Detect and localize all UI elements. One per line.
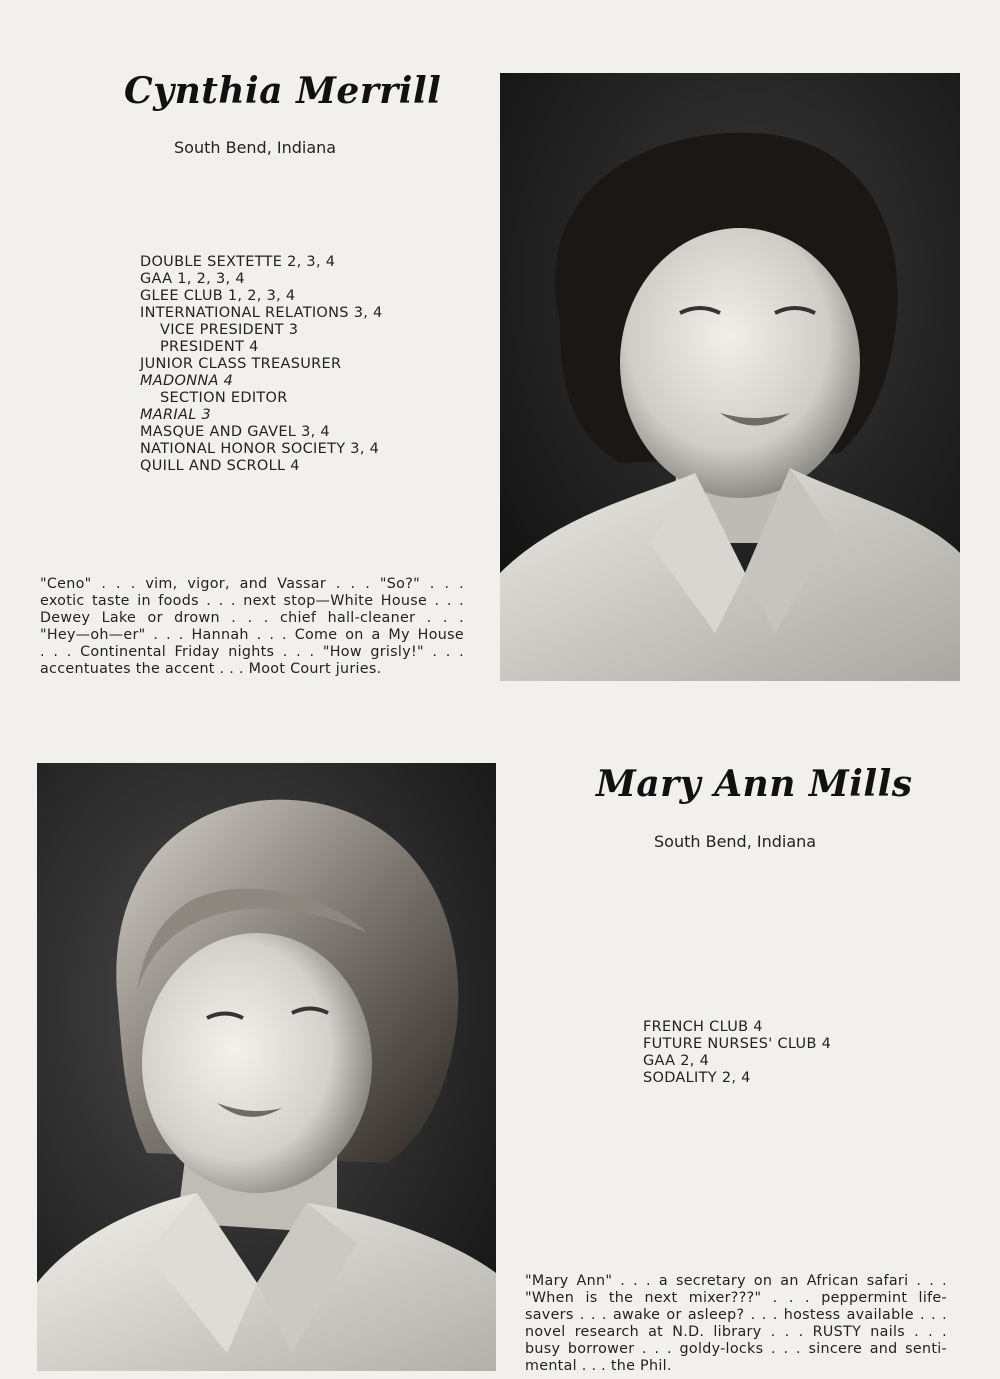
activity-item: MARIAL 3 [140,407,212,423]
student-name-2: Mary Ann Mills [596,763,913,805]
activity-item: GLEE CLUB 1, 2, 3, 4 [140,288,296,304]
student-hometown-2: South Bend, Indiana [654,832,817,851]
activity-item: SODALITY 2, 4 [643,1070,751,1086]
quote-line: "Mary Ann" . . . a secretary on an African safari . . . [525,1273,947,1289]
quote-line: exotic taste in foods . . . next stop—White House . . . [40,593,464,609]
activity-item: MASQUE AND GAVEL 3, 4 [140,424,330,440]
quote-line: mental . . . the Phil. [525,1358,672,1374]
activity-item: SECTION EDITOR [160,390,288,406]
quote-line: busy borrower . . . goldy-locks . . . sincere and senti- [525,1341,947,1357]
activity-item: JUNIOR CLASS TREASURER [140,356,342,372]
activity-item: NATIONAL HONOR SOCIETY 3, 4 [140,441,380,457]
activities-list-2 [643,1019,831,1087]
quote-line: "When is the next mixer???" . . . peppermint life- [525,1290,947,1306]
student-name-1: Cynthia Merrill [124,70,442,112]
activity-item: VICE PRESIDENT 3 [160,322,299,338]
quote-line: savers . . . awake or asleep? . . . hostess available . . . [525,1307,947,1323]
activities-list-1 [140,254,383,475]
activity-item: MADONNA 4 [140,373,234,389]
quote-block-1 [40,576,464,678]
portrait-photo-1 [500,73,960,681]
quote-line: . . . Continental Friday nights . . . "How grisly!" . . . [40,644,464,660]
activity-item: FUTURE NURSES' CLUB 4 [643,1036,832,1052]
student-hometown-1: South Bend, Indiana [174,138,337,157]
activity-item: FRENCH CLUB 4 [643,1019,763,1035]
quote-line: Dewey Lake or drown . . . chief hall-cleaner . . . [40,610,464,626]
activity-item: PRESIDENT 4 [160,339,259,355]
activity-item: QUILL AND SCROLL 4 [140,458,300,474]
quote-line: "Ceno" . . . vim, vigor, and Vassar . . . "So?" . . . [40,576,464,592]
quote-block-2 [525,1273,947,1375]
activity-item: INTERNATIONAL RELATIONS 3, 4 [140,305,383,321]
portrait-photo-2 [37,763,496,1371]
activity-item: GAA 2, 4 [643,1053,710,1069]
activity-item: GAA 1, 2, 3, 4 [140,271,245,287]
activity-item: DOUBLE SEXTETTE 2, 3, 4 [140,254,336,270]
quote-line: accentuates the accent . . . Moot Court juries. [40,661,382,677]
quote-line: novel research at N.D. library . . . RUSTY nails . . . [525,1324,947,1340]
quote-line: "Hey—oh—er" . . . Hannah . . . Come on a My House [40,627,464,643]
